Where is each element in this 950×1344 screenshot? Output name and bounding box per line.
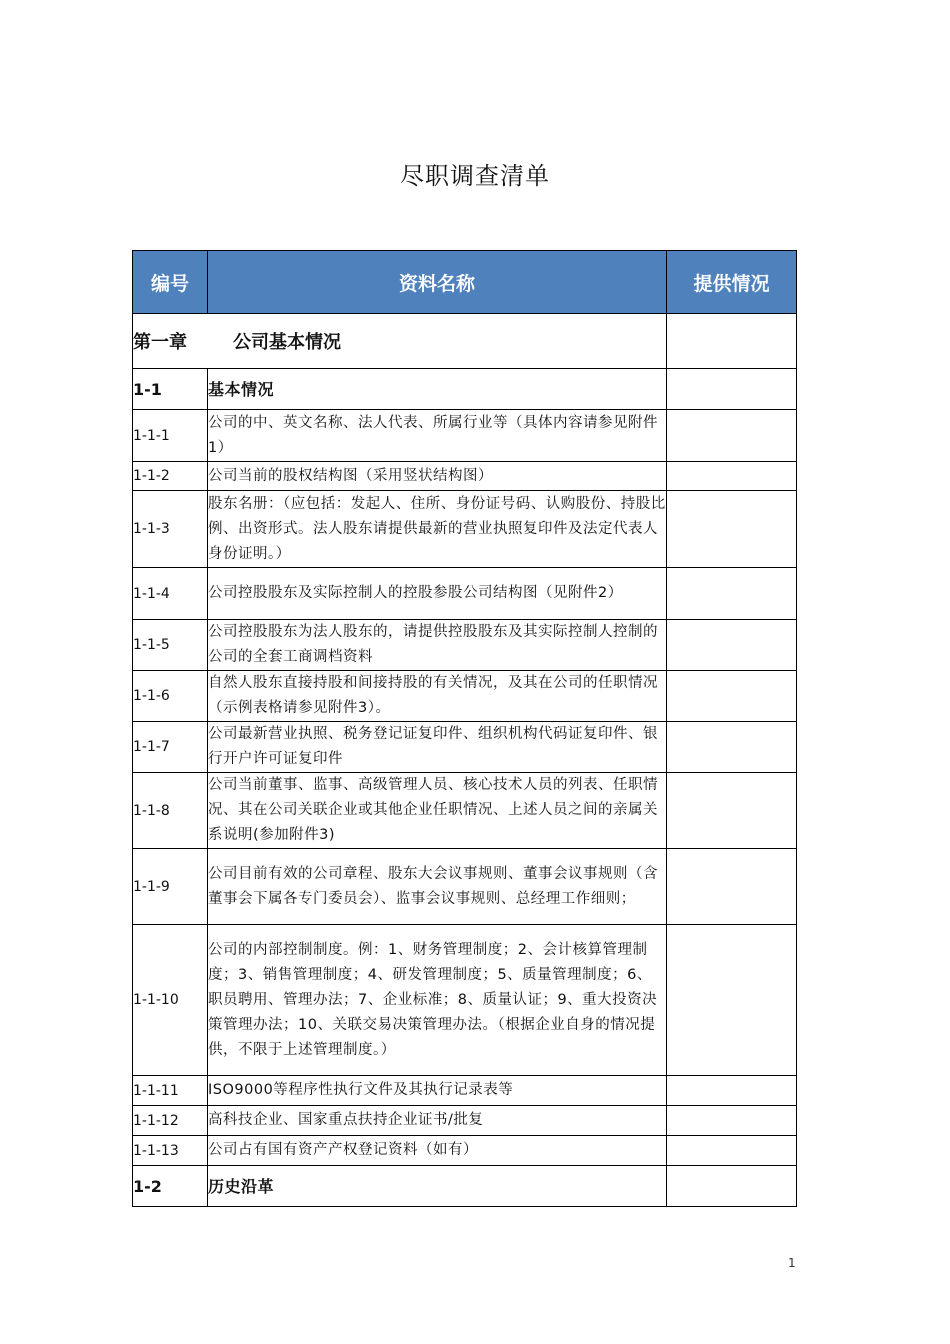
section-code: 1-1 xyxy=(133,369,208,410)
due-diligence-table xyxy=(132,250,797,1207)
item-code: 1-1-4 xyxy=(133,568,208,620)
item-name: 公司当前董事、监事、高级管理人员、核心技术人员的列表、任职情况、其在公司关联企业或其他企业任职情况、上述人员之间的亲属关系说明(参加附件3) xyxy=(208,773,667,849)
chapter-heading xyxy=(133,314,667,369)
section-title: 历史沿革 xyxy=(208,1166,667,1207)
item-code: 1-1-3 xyxy=(133,491,208,568)
section-row xyxy=(133,1166,797,1207)
status-cell xyxy=(667,620,797,671)
item-code: 1-1-6 xyxy=(133,671,208,722)
section-code: 1-2 xyxy=(133,1166,208,1207)
table-row xyxy=(133,1076,797,1106)
table-row xyxy=(133,671,797,722)
status-cell xyxy=(667,1166,797,1207)
table-row xyxy=(133,722,797,773)
status-cell xyxy=(667,925,797,1076)
item-code: 1-1-10 xyxy=(133,925,208,1076)
item-code: 1-1-9 xyxy=(133,849,208,925)
item-code: 1-1-5 xyxy=(133,620,208,671)
status-cell xyxy=(667,849,797,925)
item-name: 公司当前的股权结构图（采用竖状结构图） xyxy=(208,462,667,491)
item-name: ISO9000等程序性执行文件及其执行记录表等 xyxy=(208,1076,667,1106)
status-cell xyxy=(667,314,797,369)
section-title: 基本情况 xyxy=(208,369,667,410)
item-name: 公司控股股东及实际控制人的控股参股公司结构图（见附件2） xyxy=(208,568,667,620)
item-code: 1-1-7 xyxy=(133,722,208,773)
table-row xyxy=(133,491,797,568)
page-number: 1 xyxy=(788,1256,796,1270)
item-name: 公司的内部控制制度。例：1、财务管理制度；2、会计核算管理制度；3、销售管理制度；4、研发管理制度；5、质量管理制度；6、职员聘用、管理办法；7、企业标准；8、质量认证；9、重大投资决策管理办法；10、关联交易决策管理办法。（根据企业自身的情况提供，不限于上述管理制度。） xyxy=(208,925,667,1076)
item-name: 高科技企业、国家重点扶持企业证书/批复 xyxy=(208,1106,667,1136)
item-code: 1-1-8 xyxy=(133,773,208,849)
table-row xyxy=(133,568,797,620)
item-name: 公司占有国有资产产权登记资料（如有） xyxy=(208,1136,667,1166)
item-name: 公司的中、英文名称、法人代表、所属行业等（具体内容请参见附件1） xyxy=(208,410,667,462)
status-cell xyxy=(667,1106,797,1136)
table-row xyxy=(133,620,797,671)
item-name: 公司控股股东为法人股东的，请提供控股股东及其实际控制人控制的公司的全套工商调档资料 xyxy=(208,620,667,671)
item-name: 公司目前有效的公司章程、股东大会议事规则、董事会议事规则（含董事会下属各专门委员会）、监事会议事规则、总经理工作细则； xyxy=(208,849,667,925)
section-row xyxy=(133,369,797,410)
item-code: 1-1-12 xyxy=(133,1106,208,1136)
item-name: 自然人股东直接持股和间接持股的有关情况，及其在公司的任职情况（示例表格请参见附件3）。 xyxy=(208,671,667,722)
header-status: 提供情况 xyxy=(667,251,797,314)
header-name: 资料名称 xyxy=(208,251,667,314)
table-row xyxy=(133,849,797,925)
table-row xyxy=(133,773,797,849)
table-row xyxy=(133,1106,797,1136)
item-code: 1-1-1 xyxy=(133,410,208,462)
chapter-title: 公司基本情况 xyxy=(233,332,341,353)
item-name: 公司最新营业执照、税务登记证复印件、组织机构代码证复印件、银行开户许可证复印件 xyxy=(208,722,667,773)
status-cell xyxy=(667,568,797,620)
table-row xyxy=(133,410,797,462)
item-code: 1-1-11 xyxy=(133,1076,208,1106)
table-row xyxy=(133,1136,797,1166)
chapter-row xyxy=(133,314,797,369)
table-row xyxy=(133,462,797,491)
table-row xyxy=(133,925,797,1076)
status-cell xyxy=(667,491,797,568)
status-cell xyxy=(667,1076,797,1106)
status-cell xyxy=(667,671,797,722)
status-cell xyxy=(667,369,797,410)
chapter-number: 第一章 xyxy=(133,332,187,353)
status-cell xyxy=(667,773,797,849)
item-name: 股东名册：（应包括：发起人、住所、身份证号码、认购股份、持股比例、出资形式。法人股东请提供最新的营业执照复印件及法定代表人身份证明。） xyxy=(208,491,667,568)
item-code: 1-1-2 xyxy=(133,462,208,491)
document-title: 尽职调查清单 xyxy=(400,162,550,190)
header-code: 编号 xyxy=(133,251,208,314)
status-cell xyxy=(667,722,797,773)
status-cell xyxy=(667,410,797,462)
status-cell xyxy=(667,1136,797,1166)
header-row xyxy=(133,251,797,314)
status-cell xyxy=(667,462,797,491)
item-code: 1-1-13 xyxy=(133,1136,208,1166)
